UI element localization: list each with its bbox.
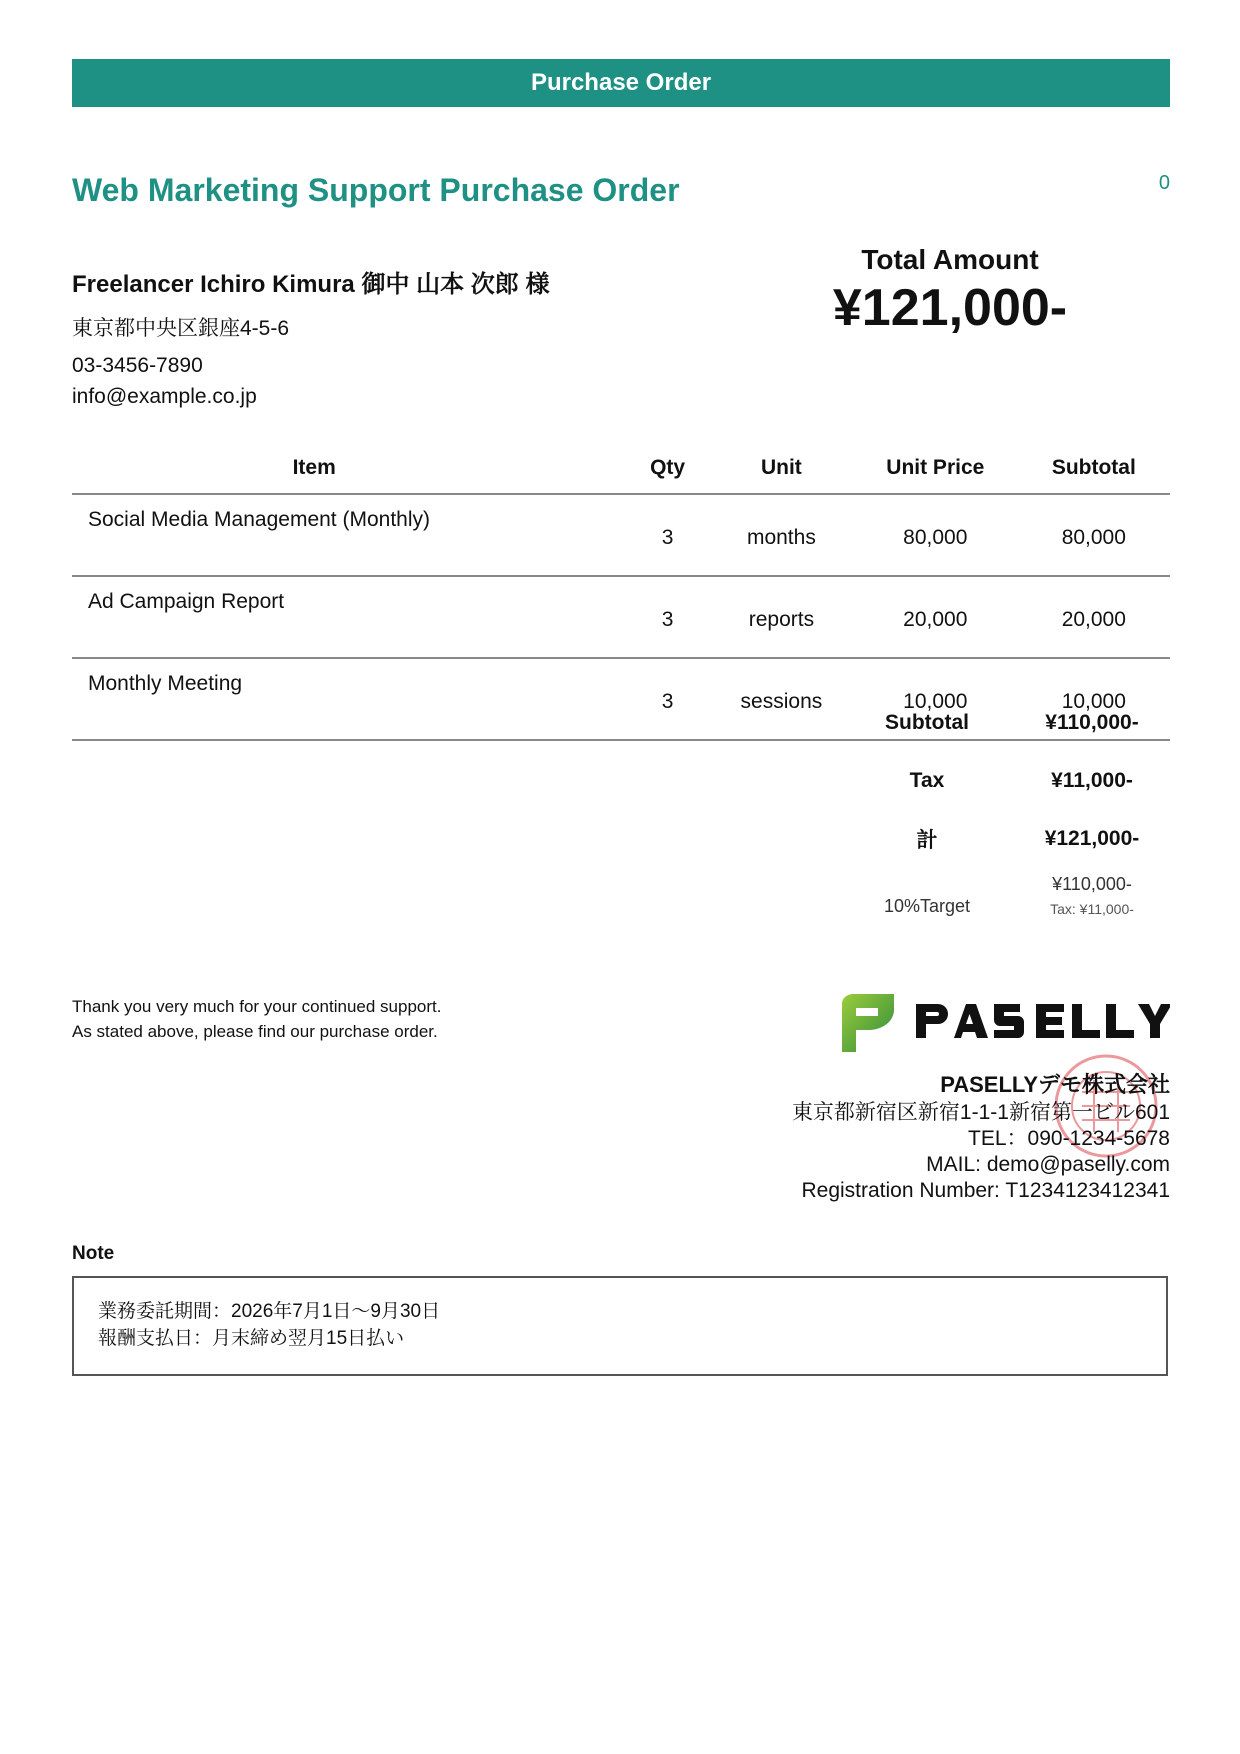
summary-total-value: ¥121,000-: [1044, 827, 1140, 850]
note-box: [72, 1276, 1168, 1376]
logo-wordmark: [916, 1004, 1170, 1038]
document-number: 0: [1158, 172, 1170, 194]
note-label: Note: [72, 1243, 115, 1264]
closing-message: [72, 994, 441, 1044]
company-registration: Registration Number: T1234123412341: [801, 1179, 1170, 1202]
header-subtotal: Subtotal: [1018, 442, 1170, 494]
total-amount-label: Total Amount: [861, 244, 1039, 275]
company-address: 東京都新宿区新宿1-1-1新宿第一ビル601: [791, 1101, 1170, 1124]
client-name: Freelancer Ichiro Kimura 御中 山本 次郎 様: [72, 271, 550, 298]
summary-subtotal-value: ¥110,000-: [1045, 711, 1139, 734]
tax-target-base: ¥110,000-: [1052, 874, 1132, 894]
note-line: 業務委託期間：2026年7月1日〜9月30日: [98, 1301, 441, 1322]
table-row: [72, 494, 1170, 576]
cell-unit: reports: [710, 576, 853, 658]
closing-message-line: Thank you very much for your continued support.: [72, 997, 442, 1016]
cell-unit-price: 20,000: [853, 576, 1018, 658]
total-amount-value: ¥121,000-: [832, 279, 1068, 337]
cell-qty: 3: [625, 658, 710, 740]
client-phone: 03-3456-7890: [72, 354, 203, 377]
summary-block: [840, 694, 1170, 917]
tax-target-label: 10%Target: [883, 896, 971, 916]
cell-item: Monthly Meeting: [72, 658, 625, 740]
client-email: info@example.co.jp: [72, 385, 257, 408]
cell-unit: sessions: [710, 658, 853, 740]
header-item: Item: [72, 442, 625, 494]
document-banner: Purchase Order: [72, 59, 1170, 107]
client-address: 東京都中央区銀座4-5-6: [72, 317, 290, 340]
company-mail: MAIL: demo@paselly.com: [926, 1153, 1170, 1176]
paselly-logo: [838, 990, 1170, 1054]
company-tel: TEL：090-1234-5678: [968, 1127, 1170, 1150]
cell-subtotal: 10,000: [1018, 658, 1170, 740]
cell-unit-price: 10,000: [853, 658, 1018, 740]
cell-qty: 3: [625, 576, 710, 658]
summary-total-label: 計: [916, 829, 938, 852]
total-amount-box: [800, 244, 1100, 338]
table-header-row: [72, 442, 1170, 494]
table-row: [72, 576, 1170, 658]
header-unit: Unit: [710, 442, 853, 494]
company-block: [710, 1070, 1170, 1204]
tax-breakdown-row: [840, 874, 1170, 917]
company-name: PASELLYデモ株式会社: [940, 1072, 1170, 1097]
cell-subtotal: 20,000: [1018, 576, 1170, 658]
closing-message-line: As stated above, please find our purchase order.: [72, 1022, 438, 1041]
summary-tax-value: ¥11,000-: [1051, 769, 1133, 792]
cell-subtotal: 80,000: [1018, 494, 1170, 576]
cell-item: Ad Campaign Report: [72, 576, 625, 658]
cell-unit-price: 80,000: [853, 494, 1018, 576]
cell-qty: 3: [625, 494, 710, 576]
client-block: [72, 264, 712, 412]
note-line: 報酬支払日：月末締め翌月15日払い: [98, 1328, 405, 1349]
summary-subtotal-row: [840, 694, 1170, 752]
cell-item: Social Media Management (Monthly): [72, 494, 625, 576]
document-title: Web Marketing Support Purchase Order: [72, 172, 680, 208]
tax-target-values: [1014, 874, 1170, 917]
tax-target-tax: Tax: ¥11,000-: [1050, 901, 1134, 917]
summary-tax-row: [840, 752, 1170, 810]
summary-tax-label: Tax: [909, 769, 945, 792]
summary-subtotal-label: Subtotal: [885, 711, 969, 734]
logo-mark-icon: [842, 994, 894, 1052]
header-qty: Qty: [625, 442, 710, 494]
summary-total-row: [840, 810, 1170, 868]
cell-unit: months: [710, 494, 853, 576]
header-unit-price: Unit Price: [853, 442, 1018, 494]
